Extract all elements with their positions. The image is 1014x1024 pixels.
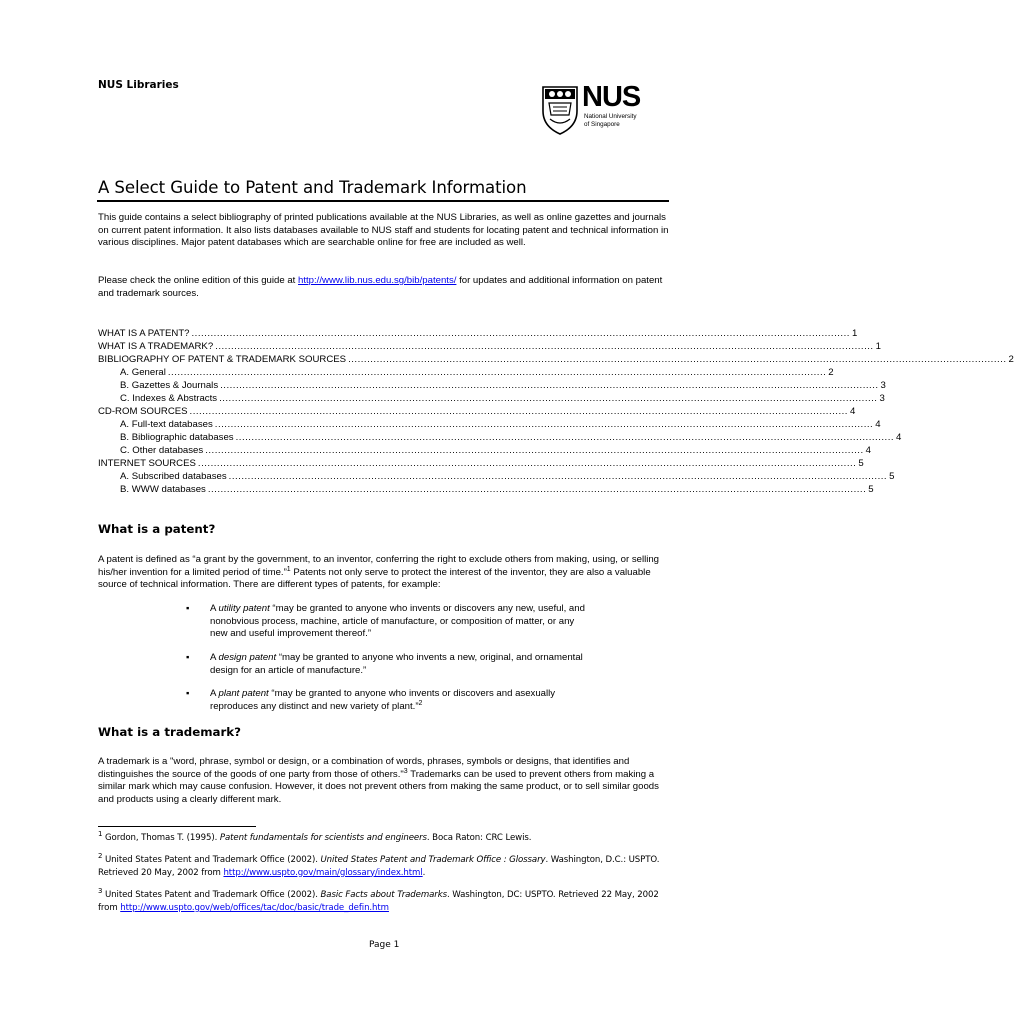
- toc-leader-dots: ................................................................................................................................................................................................................: [167, 367, 827, 378]
- footnote-3: $^3$ United States Patent and Trademark Office (2002). Basic Facts about Trademarks. Washington, DC: USPTO. Retrieved 22 May, 2002 from http://www.uspto.gov/web/offices/tac/doc/basic/trade_defin.htm: [98, 887, 659, 913]
- patent-paragraph: A patent is defined as “a grant by the government, to an inventor, conferring the right to exclude others from making, using, or selling his/her invention for a limited period of time.”$^1$ Patents not only serve to protect the interest of the inventor, they are also a valuable source of technical information. There are different types of patents, for example:: [98, 554, 660, 591]
- bullet-marker: ▪: [186, 603, 190, 614]
- toc-leader-dots: ................................................................................................................................................................................................................: [219, 393, 878, 404]
- toc-entry-label: A. General: [120, 367, 166, 378]
- toc-leader-dots: ................................................................................................................................................................................................................: [191, 328, 850, 339]
- toc-entry-page: 4: [896, 432, 902, 443]
- toc-entry[interactable]: [98, 457, 864, 470]
- title-underline: [97, 200, 669, 202]
- toc-entry-label: C. Other databases: [120, 445, 204, 456]
- toc-leader-dots: ................................................................................................................................................................................................................: [189, 406, 848, 417]
- toc-entry-page: 4: [849, 406, 856, 417]
- toc-entry-page: 5: [868, 484, 874, 495]
- bullet-marker: ▪: [186, 688, 190, 699]
- table-of-contents: [98, 327, 1014, 496]
- bullet-design-patent: A design patent “may be granted to anyone who invents a new, original, and ornamental design for an article of manufacture.”: [210, 652, 583, 676]
- toc-entry-page: 2: [1008, 354, 1014, 365]
- library-header: NUS Libraries: [98, 79, 179, 91]
- toc-entry-label: BIBLIOGRAPHY OF PATENT & TRADEMARK SOURCES: [98, 354, 347, 365]
- toc-leader-dots: ................................................................................................................................................................................................................: [207, 484, 867, 495]
- toc-entry-page: 1: [851, 328, 858, 339]
- bullet-plant-patent: A plant patent “may be granted to anyone who invents or discovers and asexually reproduces any distinct and new variety of plant.”$^2$: [210, 688, 556, 712]
- toc-entry[interactable]: [98, 431, 902, 444]
- toc-entry-page: 2: [828, 367, 834, 378]
- toc-entry-label: B. WWW databases: [120, 484, 206, 495]
- intro-paragraph: This guide contains a select bibliography of printed publications available at the NUS Libraries, as well as online gazettes and journals on current patent information. It also lists databases available to NUS staff and students for locating patent and technical information in various disciplines. Major patent databases which are searchable online for free are included as well.: [98, 212, 669, 249]
- toc-entry-label: A. Subscribed databases: [120, 471, 227, 482]
- toc-entry[interactable]: [98, 327, 858, 340]
- trademark-basics-link[interactable]: http://www.uspto.gov/web/offices/tac/doc/basic/trade_defin.htm: [120, 902, 389, 913]
- toc-entry[interactable]: [98, 444, 871, 457]
- toc-entry-page: 3: [879, 393, 885, 404]
- toc-entry-label: WHAT IS A TRADEMARK?: [98, 341, 214, 352]
- nus-logo: [541, 81, 653, 137]
- toc-leader-dots: ................................................................................................................................................................................................................: [197, 458, 857, 469]
- toc-entry-label: B. Bibliographic databases: [120, 432, 234, 443]
- toc-entry[interactable]: [98, 470, 895, 483]
- toc-entry-page: 1: [875, 341, 881, 352]
- toc-entry[interactable]: [98, 392, 885, 405]
- toc-leader-dots: ................................................................................................................................................................................................................: [235, 432, 895, 443]
- glossary-link[interactable]: http://www.uspto.gov/main/glossary/index.html: [223, 867, 423, 878]
- logo-wordmark: NUS: [582, 81, 641, 113]
- toc-leader-dots: ................................................................................................................................................................................................................: [205, 445, 864, 456]
- toc-entry-page: 5: [858, 458, 864, 469]
- logo-subtitle: National University of Singapore: [584, 113, 637, 128]
- page-number: Page 1: [369, 940, 400, 950]
- toc-entry-label: INTERNET SOURCES: [98, 458, 196, 469]
- toc-entry[interactable]: [98, 405, 856, 418]
- toc-leader-dots: ................................................................................................................................................................................................................: [228, 471, 888, 482]
- document-title: A Select Guide to Patent and Trademark Information: [98, 178, 527, 197]
- toc-entry-label: CD-ROM SOURCES: [98, 406, 188, 417]
- toc-leader-dots: ................................................................................................................................................................................................................: [215, 341, 874, 352]
- guide-online-link[interactable]: http://www.lib.nus.edu.sg/bib/patents/: [298, 275, 457, 286]
- toc-entry-page: 4: [865, 445, 871, 456]
- footnote-separator: [98, 826, 256, 827]
- patent-heading: What is a patent?: [98, 522, 216, 536]
- toc-entry[interactable]: [98, 353, 1014, 366]
- toc-entry-label: A. Full-text databases: [120, 419, 213, 430]
- toc-entry-page: 3: [880, 380, 886, 391]
- trademark-heading: What is a trademark?: [98, 725, 241, 739]
- toc-entry[interactable]: [98, 379, 886, 392]
- footnote-2: $^2$ United States Patent and Trademark Office (2002). United States Patent and Trademark Office : Glossary. Washington, D.C.: USPTO. Retrieved 20 May, 2002 from http://www.uspto.gov/main/glossary/index.html.: [98, 852, 660, 878]
- toc-leader-dots: ................................................................................................................................................................................................................: [214, 419, 874, 430]
- toc-entry[interactable]: [98, 340, 881, 353]
- nus-crest-icon: [541, 85, 579, 135]
- toc-entry[interactable]: [98, 418, 881, 431]
- toc-leader-dots: ................................................................................................................................................................................................................: [220, 380, 879, 391]
- intro-link-paragraph: Please check the online edition of this guide at http://www.lib.nus.edu.sg/bib/patents/ for updates and additional information on patent and trademark sources.: [98, 275, 663, 299]
- trademark-paragraph: A trademark is a "word, phrase, symbol or design, or a combination of words, phrases, symbols or designs, that identifies and distinguishes the source of the goods of one party from those of others."$^3$ Trademarks can be used to prevent others from making a similar mark which may cause confusion. However, it does not prevent others from making the same product, or to sell similar goods and products using a clearly different mark.: [98, 756, 659, 805]
- toc-entry-label: B. Gazettes & Journals: [120, 380, 219, 391]
- bullet-marker: ▪: [186, 652, 190, 663]
- footnote-1: $^1$ Gordon, Thomas T. (1995). Patent fundamentals for scientists and engineers. Boca Raton: CRC Lewis.: [98, 830, 532, 843]
- toc-entry-page: 5: [889, 471, 895, 482]
- toc-entry[interactable]: [98, 366, 834, 379]
- toc-entry-label: C. Indexes & Abstracts: [120, 393, 218, 404]
- toc-entry[interactable]: [98, 483, 874, 496]
- toc-leader-dots: ................................................................................................................................................................................................................: [348, 354, 1007, 365]
- toc-entry-page: 4: [875, 419, 881, 430]
- bullet-utility-patent: A utility patent “may be granted to anyone who invents or discovers any new, useful, and nonobvious process, machine, article of manufacture, or composition of matter, or any new and useful improvement thereof.”: [210, 603, 585, 640]
- toc-entry-label: WHAT IS A PATENT?: [98, 328, 190, 339]
